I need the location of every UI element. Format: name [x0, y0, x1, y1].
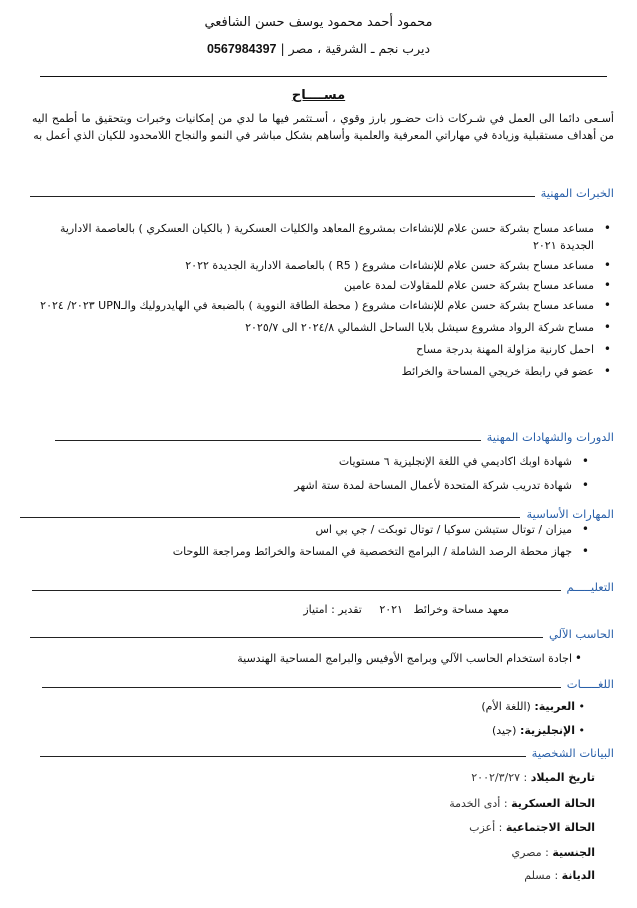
section-divider — [30, 196, 614, 197]
section-title: الخبرات المهنية — [535, 186, 614, 200]
list-item: • ميزان / توتال ستيشن سوكيا / توتال توبكت / جي بي اس — [28, 521, 592, 538]
section-title: الدورات والشهادات المهنية — [481, 430, 614, 444]
list-item: • جهاز محطة الرصد الشاملة / البرامج التخصصية في المساحة والخرائط ومراجعة اللوحات — [28, 543, 592, 560]
courses-list — [28, 453, 592, 494]
list-item: • مساعد مساح بشركة حسن علام للإنشاءات مشروع ( محطة الطاقة النووية ) بالضبعة في الهايدروليك والـUPN ٢٠٢٣/ ٢٠٢٤ — [28, 297, 614, 314]
list-item: • مساعد مساح بشركة حسن علام للإنشاءات بمشروع المعاهد والكليات العسكرية ( بالكيان العسكري ) بالعاصمة الادارية الجديدة ٢٠٢١ — [28, 220, 614, 254]
language-name: الإنجليزية: — [519, 724, 575, 737]
personal-value: : مسلم — [524, 869, 559, 882]
education-institute: معهد مساحة وخرائط — [413, 603, 509, 616]
personal-value: : مصري — [511, 846, 549, 859]
personal-item — [469, 820, 595, 836]
section-courses-heading — [55, 430, 614, 448]
computer-list — [28, 650, 585, 667]
section-title: التعليـــــم — [561, 580, 615, 594]
address: ديرب نجم ـ الشرقية ، مصر | — [280, 41, 431, 56]
language-level: (اللغة الأم) — [481, 700, 531, 713]
phone-number: 0567984397 — [206, 42, 277, 56]
section-computer-heading — [30, 627, 614, 645]
section-languages-heading — [42, 677, 614, 695]
personal-label: الحالة العسكرية — [511, 797, 595, 810]
personal-item — [511, 845, 595, 861]
section-divider — [30, 637, 614, 638]
header-divider — [40, 76, 607, 77]
language-name: العربية: — [534, 700, 575, 713]
list-item: • مساعد مساح بشركة حسن علام للمقاولات لمدة عامين — [28, 277, 614, 294]
section-divider — [42, 687, 614, 688]
list-item: • مساح شركة الرواد مشروع سيشل بلايا الساحل الشمالي ٢٠٢٤/٨ الى ٢٠٢٥/٧ — [28, 319, 614, 336]
list-item: • شهادة اوبك اكاديمي في اللغة الإنجليزية ٦ مستويات — [28, 453, 592, 470]
section-divider — [32, 590, 614, 591]
personal-value: : ٢٠٠٢/٣/٢٧ — [471, 771, 528, 784]
personal-item — [449, 796, 595, 812]
resume-header — [0, 14, 637, 58]
section-title: اللغـــــات — [561, 677, 614, 691]
personal-label: الحالة الاجتماعية — [505, 821, 595, 834]
personal-value: : أعزب — [469, 821, 503, 834]
list-item: • عضو في رابطة خريجي المساحة والخرائط — [28, 363, 614, 380]
list-item: • مساعد مساح بشركة حسن علام للإنشاءات مشروع ( R5 ) بالعاصمة الادارية الجديدة ٢٠٢٢ — [28, 257, 614, 274]
section-experience-heading — [30, 186, 614, 204]
section-title: الحاسب الآلي — [543, 627, 614, 641]
section-title: المهارات الأساسية — [520, 507, 614, 521]
personal-label: الديانة — [561, 869, 595, 882]
section-title: البيانات الشخصية — [526, 746, 614, 760]
education-grade: تقدير : امتياز — [303, 603, 362, 616]
list-item: • احمل كارنية مزاولة المهنة بدرجة مساح — [28, 341, 614, 358]
personal-item — [524, 868, 595, 884]
education-details — [303, 601, 509, 618]
personal-item — [471, 770, 595, 786]
objective-title: مســــاح — [291, 88, 346, 103]
skills-list — [28, 521, 592, 560]
language-item: • العربية: (اللغة الأم) — [481, 700, 585, 713]
experience-list — [28, 220, 614, 380]
objective-text: أسـعى دائما الى العمل في شـركات ذات حضـور بارز وقوي ، أسـتثمر فيها ما لدي من إمكانيات وخبرات وبتحقيق ما أطمح اليه من أهداف مستقبلية وزيادة في مهاراتي المعرفية والعلمية وأساهم بشكل مباشر في النمو والنجاح اللامحدود للكيان الذي أعمل به — [32, 112, 614, 142]
language-item: • الإنجليزية: (جيد) — [491, 724, 585, 737]
contact-line — [0, 40, 637, 58]
section-education-heading — [32, 580, 614, 598]
personal-label: تاريخ الميلاد — [530, 771, 595, 784]
language-level: (جيد) — [491, 724, 517, 737]
full-name: محمود أحمد محمود يوسف حسن الشافعي — [204, 15, 433, 30]
section-personal-heading — [40, 746, 614, 764]
personal-value: : أدى الخدمة — [449, 797, 508, 810]
education-year: ٢٠٢١ — [379, 603, 403, 616]
list-item: • اجادة استخدام الحاسب الآلي وبرامج الأوفيس والبرامج المساحية الهندسية — [28, 650, 585, 667]
list-item: • شهادة تدريب شركة المتحدة لأعمال المساحة لمدة ستة اشهر — [28, 477, 592, 494]
personal-label: الجنسية — [552, 846, 595, 859]
